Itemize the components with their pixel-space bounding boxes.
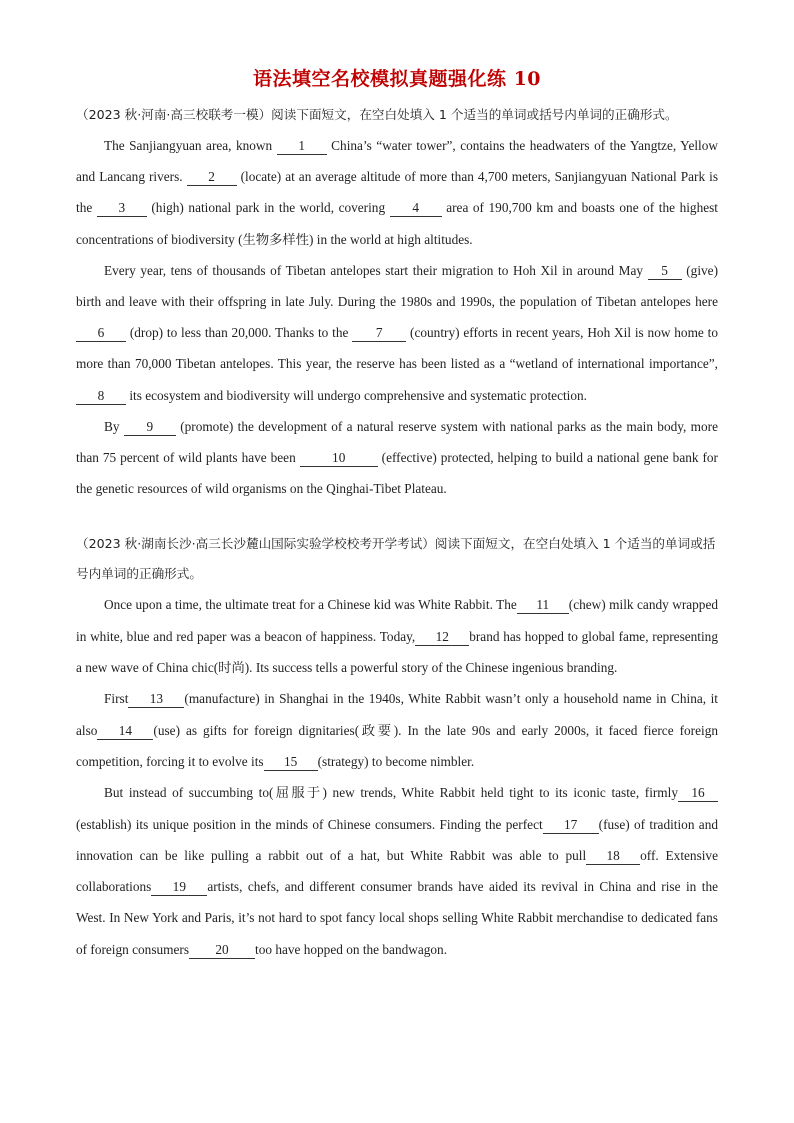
blank-18: 18	[586, 848, 640, 865]
text: off. Extensive collaborations	[76, 847, 718, 895]
blank-9: 9	[124, 419, 176, 436]
text: China’s “water tower”, contains the headwaters of the Yangtze, Yellow and Lancang rivers.	[76, 138, 718, 185]
text: First	[104, 691, 129, 707]
blank-7: 7	[352, 325, 406, 342]
blank-13: 13	[128, 691, 184, 708]
blank-12: 12	[415, 629, 469, 646]
blank-4: 4	[390, 200, 442, 217]
blank-17: 17	[543, 817, 599, 834]
text: But instead of succumbing to(屈服于) new trends, White Rabbit held tight to its iconic taste, firmly	[104, 785, 678, 801]
section-2-instruction: （2023 秋·湖南长沙·高三长沙麓山国际实验学校校考开学考试）阅读下面短文，在空白处填入 1 个适当的单词或括号内单词的正确形式。	[76, 536, 716, 582]
blank-10: 10	[300, 450, 378, 467]
page-title: 语法填空名校模拟真题强化练 10	[252, 68, 542, 90]
text: (chew) milk candy wrapped in white, blue and red paper was a beacon of happiness. Today,	[76, 597, 719, 644]
text: (establish) its unique position in the minds of Chinese consumers. Finding the perfect	[76, 816, 543, 832]
text: By	[104, 418, 124, 434]
text: (fuse) of tradition and innovation can be like pulling a rabbit out of a hat, but White Rabbit was able to pull	[76, 816, 718, 863]
text: (country) efforts in recent years, Hoh Xil is now home to more than 70,000 Tibetan antelopes. This year, the reserve has been listed as a “wetland of international importance”,	[76, 325, 718, 372]
blank-19: 19	[151, 879, 207, 896]
passage-2-paragraph-2	[76, 683, 718, 777]
blank-1: 1	[277, 138, 327, 155]
blank-6: 6	[76, 325, 126, 342]
text: artists, chefs, and different consumer brands have aided its revival in China and rise in the West. In New York and Paris, it’s not hard to spot fancy local shops selling White Rabbit merchandise to dedicated fans of foreign consumers	[76, 879, 718, 957]
text: Every year, tens of thousands of Tibetan antelopes start their migration to Hoh Xil in around May	[104, 262, 648, 278]
section-1-instruction: （2023 秋·河南·高三校联考一模）阅读下面短文，在空白处填入 1 个适当的单词或括号内单词的正确形式。	[76, 107, 678, 122]
text: The Sanjiangyuan area, known	[104, 138, 277, 153]
section-1	[76, 99, 718, 504]
blank-15: 15	[264, 754, 318, 771]
section-spacer	[76, 504, 718, 529]
blank-3: 3	[97, 200, 147, 217]
text: (promote) the development of a natural reserve system with national parks as the main body, more than 75 percent of wild plants have been	[76, 418, 718, 466]
text: its ecosystem and biodiversity will undergo comprehensive and systematic protection.	[126, 387, 587, 403]
text: Once upon a time, the ultimate treat for a Chinese kid was White Rabbit. The	[104, 597, 517, 613]
text: (give) birth and leave with their offspring in late July. During the 1980s and 1990s, the population of Tibetan antelopes here	[76, 262, 718, 310]
text: too have hopped on the bandwagon.	[255, 941, 448, 957]
text: (drop) to less than 20,000. Thanks to the	[126, 325, 353, 341]
text: (locate) at an average altitude of more than 4,700 meters, Sanjiangyuan National Park is the	[76, 169, 718, 216]
blank-16: 16	[678, 785, 718, 802]
text: (use) as gifts for foreign dignitaries(政要). In the late 90s and early 2000s, it faced fierce foreign competition, forcing it to evolve its	[76, 722, 718, 769]
text: (effective) protected, helping to build a national gene bank for the genetic resources of wild organisms on the Qinghai-Tibet Plateau.	[76, 450, 718, 497]
text: area of 190,700 km and boasts one of the highest concentrations of biodiversity (生物多样性) in the world at high altitudes.	[76, 200, 718, 247]
blank-8: 8	[76, 388, 126, 405]
blank-11: 11	[517, 597, 569, 614]
text: brand has hopped to global fame, representing a new wave of China chic(时尚). Its success tells a powerful story of the Chinese ingenious branding.	[76, 628, 718, 676]
section-2	[76, 529, 718, 965]
passage-1-paragraph-1	[76, 130, 718, 255]
blank-14: 14	[97, 723, 153, 740]
blank-5: 5	[648, 263, 682, 280]
passage-1-paragraph-3	[76, 411, 718, 505]
text: (manufacture) in Shanghai in the 1940s, White Rabbit wasn’t only a household name in China, it also	[76, 691, 718, 738]
passage-2-paragraph-1	[76, 589, 718, 683]
text: (high) national park in the world, covering	[146, 200, 390, 216]
passage-2-paragraph-3	[76, 777, 718, 965]
passage-1-paragraph-2	[76, 255, 718, 411]
blank-20: 20	[189, 942, 255, 959]
text: (strategy) to become nimbler.	[317, 753, 475, 769]
blank-2: 2	[187, 169, 237, 186]
